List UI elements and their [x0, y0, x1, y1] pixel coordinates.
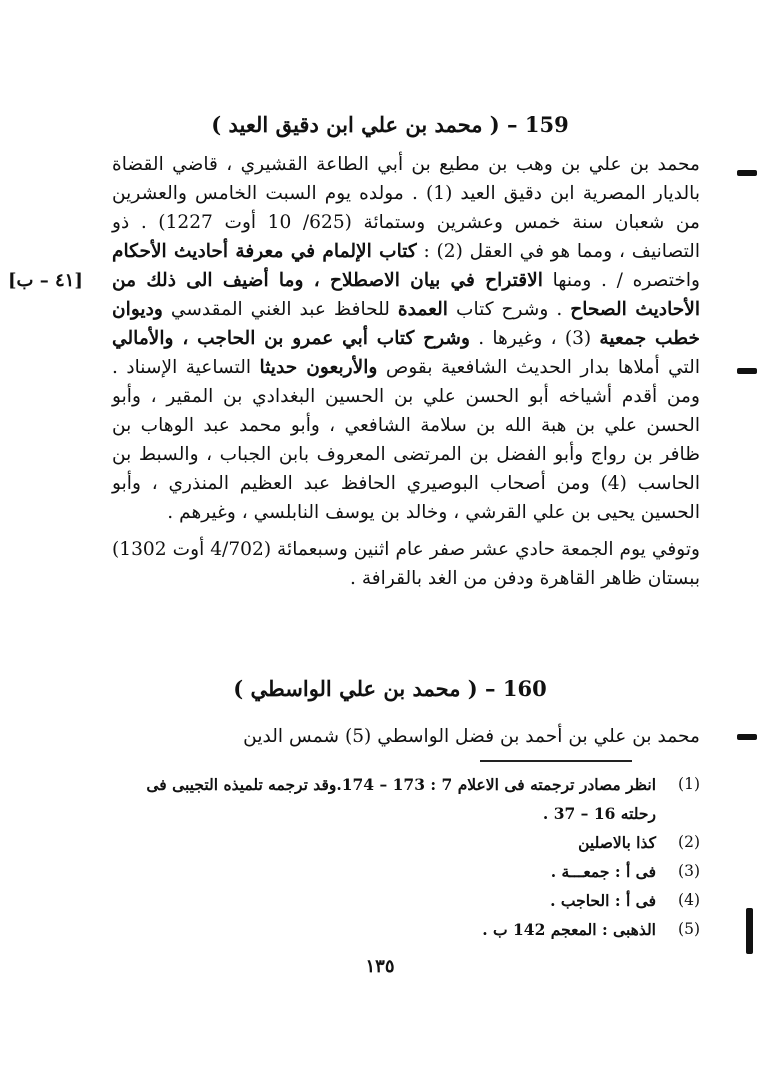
text-run: . وشرح كتاب	[447, 299, 571, 320]
book-title: وديوان خطب جمعية	[112, 299, 700, 349]
scan-edge-mark	[737, 170, 757, 176]
text-run: التساعية الإسناد . ومن أقدم أشياخه أبو الحسن علي بن الحسين البغدادي بن المقير ، وأبو الحسن علي بن هبة الله بن سلامة الشافعي ، وأبو محمد عبد الوهاب بن ظافر بن رواج وأبو الفضل بن المرتضى المعروف بابن الجباب ، والسبط بن الحاسب (4) ومن أصحاب البوصيري الحافظ عبد العظيم المنذري ، وأبو الحسين يحيى بن علي القرشي ، وخالد بن يوسف النابلسي ، وغيرهم .	[112, 357, 700, 523]
entry-159-heading: 159 – ( محمد بن علي ابن دقيق العيد )	[211, 112, 569, 137]
footnote	[110, 857, 700, 886]
marginal-folio-note: [٤١ – ب]	[8, 270, 83, 291]
scan-edge-mark	[746, 908, 753, 954]
book-title: والأربعون حديثا	[259, 357, 378, 378]
scan-edge-mark	[737, 368, 757, 374]
book-title: العمدة	[397, 299, 448, 320]
book-title: وشرح كتاب أبي عمرو بن الحاجب ، والأمالي	[112, 328, 470, 349]
text-run: (3) ، وغيرها .	[469, 328, 600, 349]
text-run: للحافظ عبد الغني المقدسي	[162, 299, 398, 320]
footnote	[110, 770, 700, 828]
footnote-number: (2)	[678, 833, 700, 851]
footnote	[110, 828, 700, 857]
footnote-separator	[480, 760, 632, 762]
footnote-text: فى أ : الحاجب .	[550, 891, 656, 910]
footnote-text: فى أ : جمعـــة .	[550, 862, 656, 881]
footnote-text: الذهبى : المعجم 142 ب .	[482, 920, 656, 939]
scan-edge-mark	[737, 734, 757, 740]
footnote-number: (4)	[678, 891, 700, 909]
footnote-number: (5)	[678, 920, 700, 938]
text-run: محمد بن علي بن وهب بن مطيع بن أبي الطاعة القشيري ، قاضي القضاة بالديار المصرية ابن دقيق العيد (1) . مولده يوم السبت الخامس والعشرين من شعبان سنة خمس وعشرين وستمائة (625/ 10 أوت 1227) . ذو التصانيف ، ومما هو في العقل (2) :	[112, 154, 701, 262]
footnote-text: انظر مصادر ترجمته فى الاعلام 7 : 173 – 174.وقد ترجمه تلميذه التجيبى فى رحلته 16 – 37 .	[146, 775, 656, 823]
footnote-text: كذا بالاصلين	[578, 833, 656, 852]
book-title: كتاب الإلمام في معرفة أحاديث الأحكام	[112, 241, 417, 262]
entry-159-paragraph-2: وتوفي يوم الجمعة حادي عشر صفر عام اثنين وسبعمائة (4/702 أوت 1302) ببستان ظاهر القاهرة ودفن من الغد بالقرافة .	[112, 539, 700, 589]
entry-160-heading: 160 – ( محمد بن علي الواسطي )	[233, 676, 547, 701]
footnote	[110, 915, 700, 944]
entry-159-paragraph-1	[112, 150, 700, 527]
text-run: واختصره / . ومنها	[542, 270, 700, 291]
footnote	[110, 886, 700, 915]
footnotes	[110, 770, 700, 944]
book-title: الاقتراح في بيان الاصطلاح ، وما أضيف الى ذلك من الأحاديث الصحاح	[112, 270, 700, 320]
page-number: ١٣٥	[365, 956, 395, 977]
footnote-number: (1)	[678, 775, 700, 793]
text-run: التي أملاها بدار الحديث الشافعية بقوص	[377, 357, 701, 378]
footnote-number: (3)	[678, 862, 700, 880]
entry-159-body	[112, 150, 700, 593]
entry-160-paragraph-1: محمد بن علي بن أحمد بن فضل الواسطي (5) شمس الدين	[243, 726, 700, 747]
